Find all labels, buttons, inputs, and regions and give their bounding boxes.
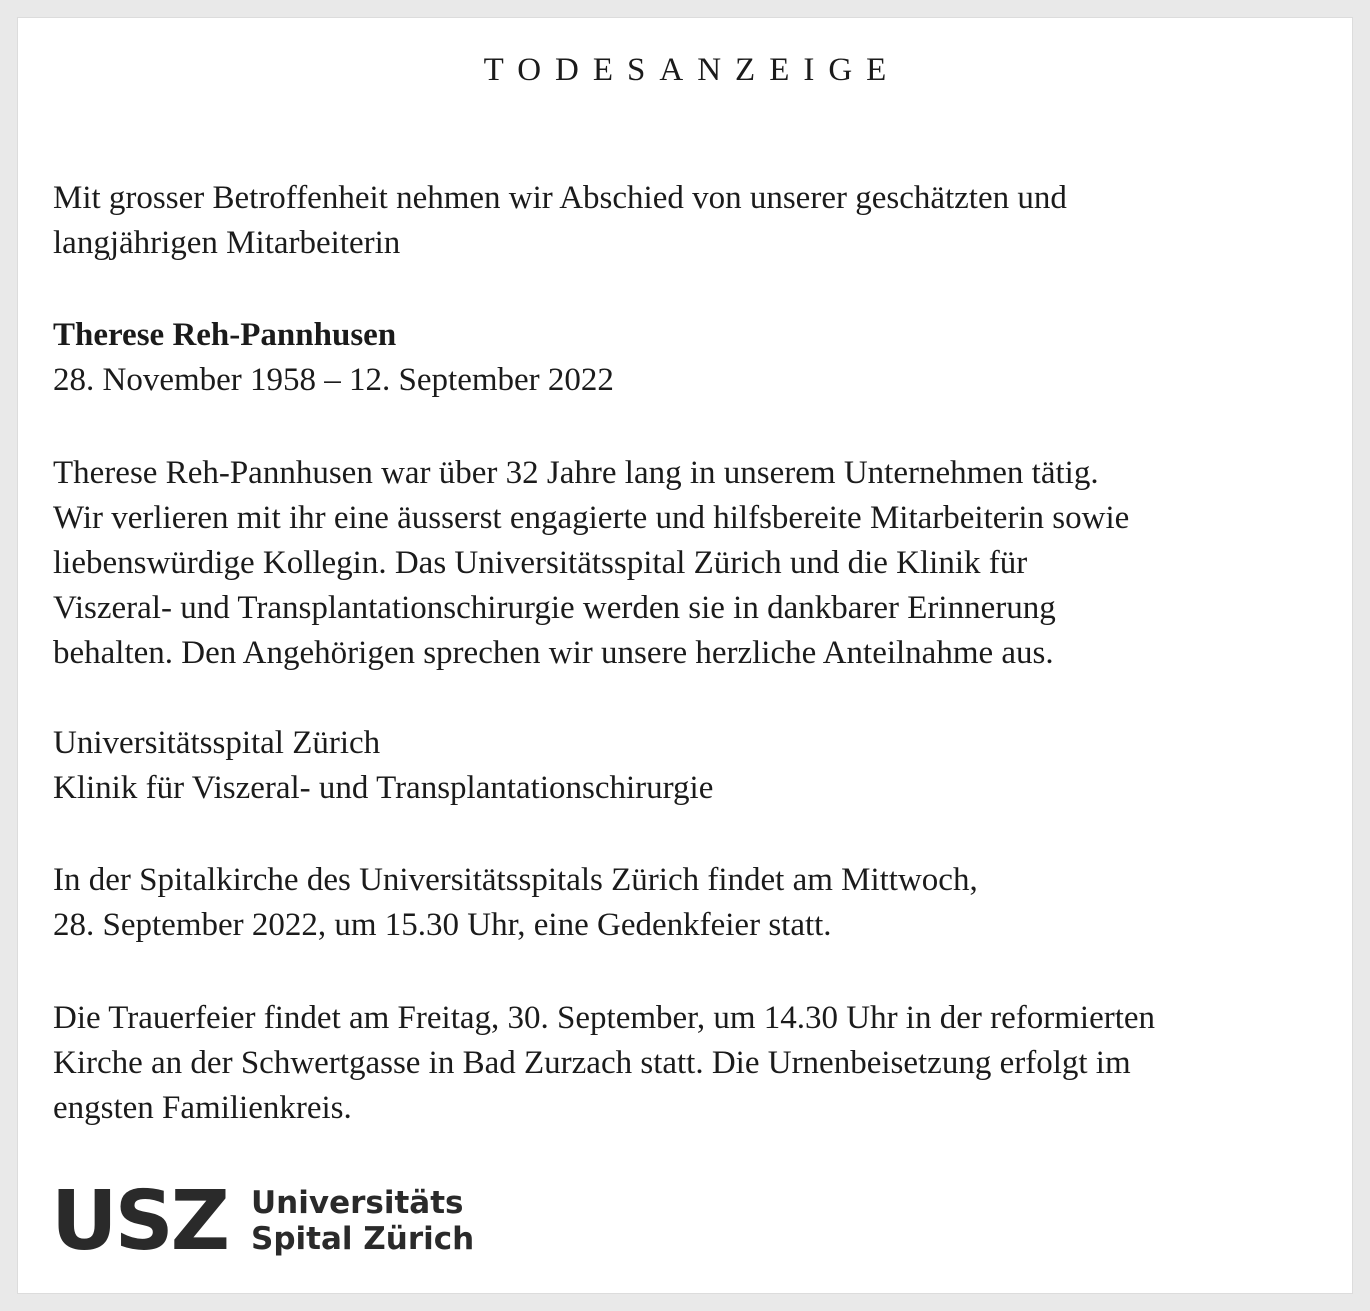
tribute-paragraph <box>53 451 1343 676</box>
signature-line: Klinik für Viszeral- und Transplantationschirurgie <box>53 770 714 806</box>
notice-heading: TODESANZEIGE <box>483 52 901 88</box>
death-notice-card <box>17 17 1353 1294</box>
funeral-paragraph <box>53 996 1343 1131</box>
usz-logo-mark: USZ <box>51 1174 228 1269</box>
usz-logo-text <box>251 1185 474 1257</box>
tribute-line: Viszeral- und Transplantationschirurgie werden sie in dankbarer Erinnerung <box>53 590 1056 626</box>
person-name: Therese Reh-Pannhusen <box>53 317 397 353</box>
funeral-line: Die Trauerfeier findet am Freitag, 30. September, um 14.30 Uhr in der reformierten <box>53 1000 1156 1036</box>
intro-paragraph <box>53 176 1343 266</box>
memorial-paragraph <box>53 858 1343 948</box>
intro-line: Mit grosser Betroffenheit nehmen wir Abschied von unserer geschätzten und <box>53 180 1067 216</box>
usz-logo <box>51 1174 475 1269</box>
usz-logo-line: Universitäts <box>251 1185 464 1221</box>
tribute-line: behalten. Den Angehörigen sprechen wir unsere herzliche Anteilnahme aus. <box>53 635 1054 671</box>
signature-block <box>53 721 1343 811</box>
memorial-line: In der Spitalkirche des Universitätsspitals Zürich findet am Mittwoch, <box>53 862 978 898</box>
signature-line: Universitätsspital Zürich <box>53 725 381 761</box>
funeral-line: Kirche an der Schwertgasse in Bad Zurzach statt. Die Urnenbeisetzung erfolgt im <box>53 1045 1131 1081</box>
funeral-line: engsten Familienkreis. <box>53 1090 352 1126</box>
usz-logo-line: Spital Zürich <box>251 1221 475 1257</box>
tribute-line: Wir verlieren mit ihr eine äusserst engagierte und hilfsbereite Mitarbeiterin sowie <box>53 500 1130 536</box>
memorial-line: 28. September 2022, um 15.30 Uhr, eine Gedenkfeier statt. <box>53 907 832 943</box>
intro-line: langjährigen Mitarbeiterin <box>53 225 401 261</box>
person-dates: 28. November 1958 – 12. September 2022 <box>53 362 614 398</box>
tribute-line: liebenswürdige Kollegin. Das Universitätsspital Zürich und die Klinik für <box>53 545 1028 581</box>
person-block <box>53 313 1343 403</box>
tribute-line: Therese Reh-Pannhusen war über 32 Jahre lang in unserem Unternehmen tätig. <box>53 455 1099 491</box>
